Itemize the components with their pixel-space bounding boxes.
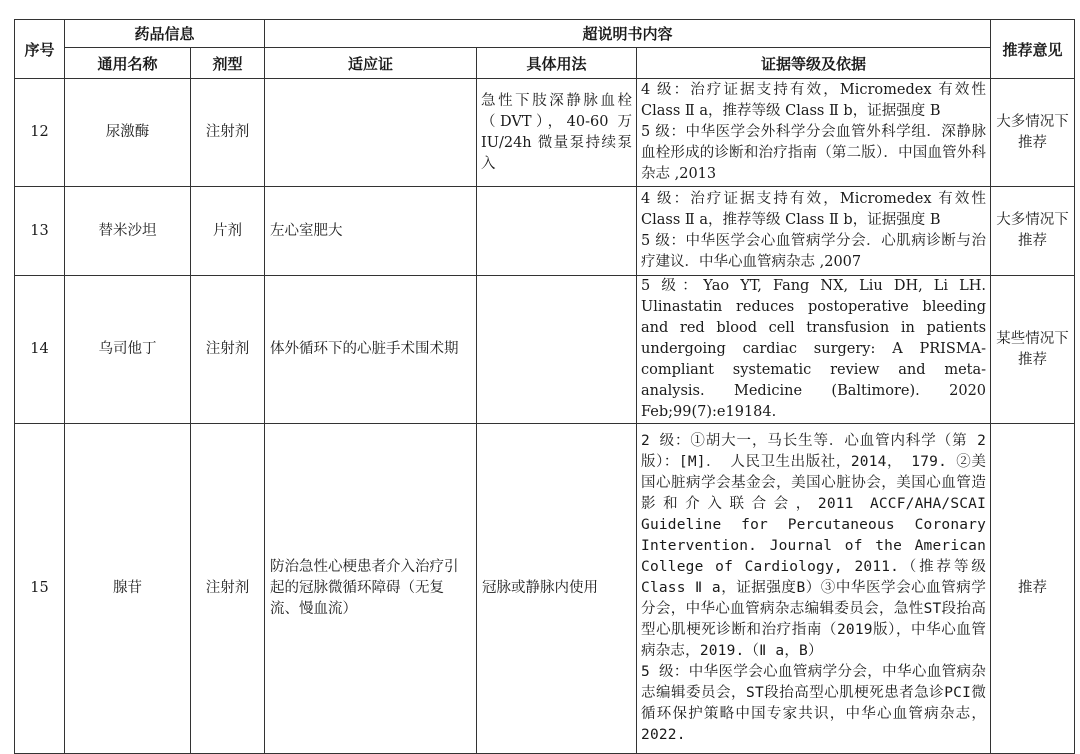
- row-recommend: 推荐: [991, 424, 1075, 754]
- row-generic-name: 腺苷: [65, 424, 191, 754]
- row-indication: 防治急性心梗患者介入治疗引起的冠脉微循环障碍（无复流、慢血流）: [265, 424, 477, 754]
- row-indication: 体外循环下的心脏手术围术期: [265, 276, 477, 424]
- header-usage: 具体用法: [477, 48, 637, 79]
- row-dosage-form: 注射剂: [191, 79, 265, 187]
- row-indication: [265, 79, 477, 187]
- header-row-2: [15, 48, 1075, 79]
- row-seq: 12: [15, 79, 65, 187]
- row-evidence: [637, 424, 991, 754]
- table-row: [15, 187, 1075, 276]
- row-usage: [477, 276, 637, 424]
- header-drug-info: 药品信息: [65, 20, 265, 48]
- row-indication: 左心室肥大: [265, 187, 477, 276]
- row-evidence: [637, 276, 991, 424]
- row-generic-name: 尿激酶: [65, 79, 191, 187]
- row-seq: 14: [15, 276, 65, 424]
- row-dosage-form: 片剂: [191, 187, 265, 276]
- row-recommend: 某些情况下推荐: [991, 276, 1075, 424]
- table-row: [15, 79, 1075, 187]
- row-usage: 冠脉或静脉内使用: [477, 424, 637, 754]
- evidence-line: 5 级：中华医学会外科学分会血管外科学组．深静脉血栓形成的诊断和治疗指南（第二版）．中国血管外科杂志 ,2013: [641, 124, 987, 182]
- row-recommend: 大多情况下推荐: [991, 187, 1075, 276]
- header-evidence: 证据等级及依据: [637, 48, 991, 79]
- header-off-label: 超说明书内容: [265, 20, 991, 48]
- row-generic-name: 替米沙坦: [65, 187, 191, 276]
- evidence-line: 4 级：治疗证据支持有效，Micromedex 有效性 Class Ⅱ a，推荐等级 Class Ⅱ b，证据强度 B: [641, 191, 987, 228]
- row-generic-name: 乌司他丁: [65, 276, 191, 424]
- row-usage: [477, 187, 637, 276]
- row-dosage-form: 注射剂: [191, 276, 265, 424]
- header-row-1: [15, 20, 1075, 48]
- evidence-line: 5 级：中华医学会心血管病学分会，中华心血管病杂志编辑委员会，ST段抬高型心肌梗死患者急诊PCI微循环保护策略中国专家共识，中华心血管病杂志，2022.: [641, 664, 987, 743]
- evidence-line: 2 级：①胡大一，马长生等．心血管内科学（第 2 版）：[M]． 人民卫生出版社，2014， 179. ②美国心脏病学会基金会，美国心脏协会，美国心血管造影和介入联合会，2011 ACCF/AHA/SCAI Guideline for Percutaneous Coronary Intervention. Journal of the American College of Cardiology, 2011.（推荐等级 Class Ⅱ a，证据强度B）③中华医学会心血管病学分会，中华心血管病杂志编辑委员会，急性ST段抬高型心肌梗死诊断和治疗指南（2019版），中华心血管病杂志，2019.（Ⅱ a，B）: [641, 433, 987, 659]
- header-dosage-form: 剂型: [191, 48, 265, 79]
- header-generic-name: 通用名称: [65, 48, 191, 79]
- header-recommend: 推荐意见: [991, 20, 1075, 79]
- evidence-line: 5 级：Yao YT, Fang NX, Liu DH, Li LH. Ulinastatin reduces postoperative bleeding and red blood cell transfusion in patients undergoing cardiac surgery: A PRISMA-compliant systematic review and meta-analysis. Medicine (Baltimore). 2020 Feb;99(7):e19184.: [641, 278, 987, 420]
- table-row: [15, 276, 1075, 424]
- row-seq: 13: [15, 187, 65, 276]
- row-evidence: [637, 79, 991, 187]
- header-indication: 适应证: [265, 48, 477, 79]
- row-usage: 急性下肢深静脉血栓（DVT），40-60 万 IU/24h 微量泵持续泵入: [477, 79, 637, 187]
- off-label-drug-table: [14, 19, 1075, 754]
- evidence-line: 5 级：中华医学会心血管病学分会．心肌病诊断与治疗建议．中华心血管病杂志 ,2007: [641, 233, 987, 270]
- row-seq: 15: [15, 424, 65, 754]
- row-recommend: 大多情况下推荐: [991, 79, 1075, 187]
- row-evidence: [637, 187, 991, 276]
- header-seq: 序号: [15, 20, 65, 79]
- evidence-line: 4 级：治疗证据支持有效，Micromedex 有效性 Class Ⅱ a，推荐等级 Class Ⅱ b，证据强度 B: [641, 82, 987, 119]
- row-dosage-form: 注射剂: [191, 424, 265, 754]
- table-row: [15, 424, 1075, 754]
